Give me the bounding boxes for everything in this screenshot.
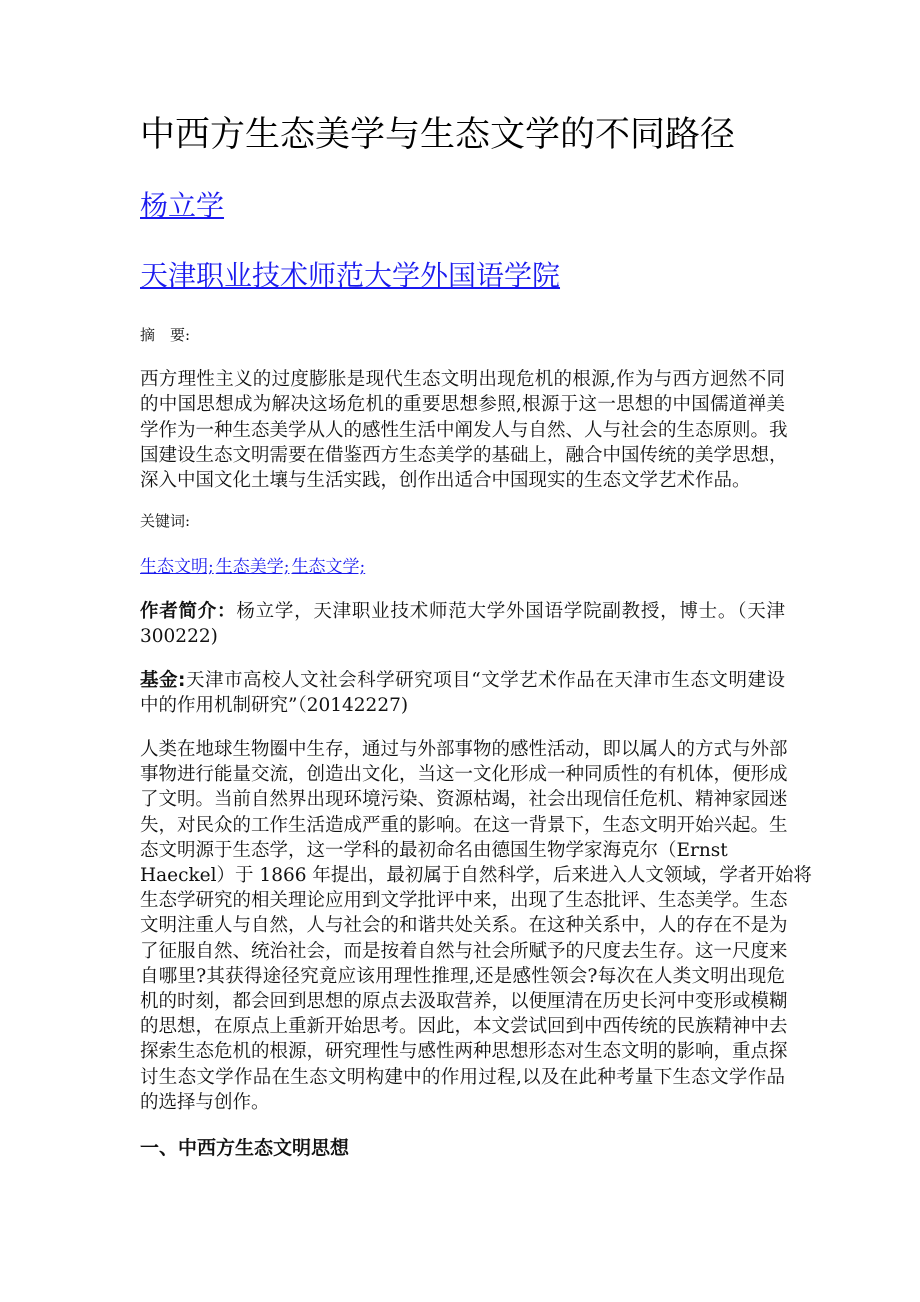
body-line: Haeckel）于 1866 年提出，最初属于自然科学，后来进入人文领域，学者开始将 (140, 865, 812, 887)
body-line: 机的时刻，都会回到思想的原点去汲取营养，以便厘清在历史长河中变形或模糊 (140, 991, 788, 1013)
body-line: 了文明。当前自然界出现环境污染、资源枯竭，社会出现信任危机、精神家园迷 (140, 789, 788, 811)
abstract-line: 西方理性主义的过度膨胀是现代生态文明出现危机的根源,作为与西方迥然不同 (140, 369, 785, 390)
keyword-link[interactable]: 生态文学; (291, 557, 366, 577)
keywords-list (140, 556, 367, 578)
fund-label: 基金: (140, 670, 186, 691)
abstract-line: 国建设生态文明需要在借鉴西方生态美学的基础上，融合中国传统的美学思想， (140, 444, 788, 466)
body-paragraph (140, 737, 812, 1115)
fund-text: 天津市高校人文社会科学研究项目“文学艺术作品在天津市生态文明建设 (185, 670, 785, 691)
abstract-text (140, 367, 788, 493)
keyword-link[interactable]: 生态文明; (140, 557, 214, 577)
keyword-link[interactable]: 生态美学; (215, 557, 290, 577)
abstract-line: 学作为一种生态美学从人的感性生活中阐发人与自然、人与社会的生态原则。我 (140, 419, 788, 441)
body-line: 讨生态文学作品在生态文明构建中的作用过程,以及在此种考量下生态文学作品 (140, 1066, 785, 1088)
abstract-label: 摘 要: (140, 326, 191, 344)
author-bio (140, 599, 785, 650)
author-bio-label: 作者简介： (140, 601, 237, 622)
section-heading: 一、中西方生态文明思想 (140, 1137, 350, 1159)
body-line: 人类在地球生物圈中生存，通过与外部事物的感性活动，即以属人的方式与外部 (140, 739, 788, 760)
body-line: 自哪里?其获得途径究竟应该用理性推理,还是感性领会?每次在人类文明出现危 (140, 965, 785, 987)
author-link[interactable]: 杨立学 (140, 189, 225, 222)
body-line: 的选择与创作。 (140, 1091, 270, 1113)
abstract-line: 深入中国文化土壤与生活实践，创作出适合中国现实的生态文学艺术作品。 (140, 470, 751, 492)
abstract-line: 的中国思想成为解决这场危机的重要思想参照,根源于这一思想的中国儒道禅美 (140, 394, 785, 416)
body-line: 态文明源于生态学，这一学科的最初命名由德国生物学家海克尔（Ernst (140, 839, 728, 861)
author-bio-text: 杨立学，天津职业技术师范大学外国语学院副教授，博士。（天津 (236, 601, 785, 622)
body-line: 生态学研究的相关理论应用到文学批评中来，出现了生态批评、生态美学。生态 (140, 890, 788, 912)
body-line: 的思想，在原点上重新开始思考。因此，本文尝试回到中西传统的民族精神中去 (140, 1016, 788, 1038)
body-line: 了征服自然、统治社会，而是按着自然与社会所赋予的尺度去生存。这一尺度来 (140, 940, 788, 962)
fund-info (140, 668, 785, 719)
fund-text: 中的作用机制研究”（20142227) (140, 695, 409, 717)
keywords-label: 关键词: (140, 512, 191, 530)
body-line: 探索生态危机的根源，研究理性与感性两种思想形态对生态文明的影响，重点探 (140, 1041, 788, 1063)
author-bio-text: 300222) (140, 626, 218, 648)
body-line: 文明注重人与自然，人与社会的和谐共处关系。在这种关系中，人的存在不是为 (140, 915, 788, 937)
body-line: 失，对民众的工作生活造成严重的影响。在这一背景下，生态文明开始兴起。生 (140, 814, 788, 836)
document-title: 中西方生态美学与生态文学的不同路径 (140, 115, 736, 155)
body-line: 事物进行能量交流，创造出文化，当这一文化形成一种同质性的有机体，便形成 (140, 764, 788, 786)
institution-link[interactable]: 天津职业技术师范大学外国语学院 (140, 259, 561, 292)
